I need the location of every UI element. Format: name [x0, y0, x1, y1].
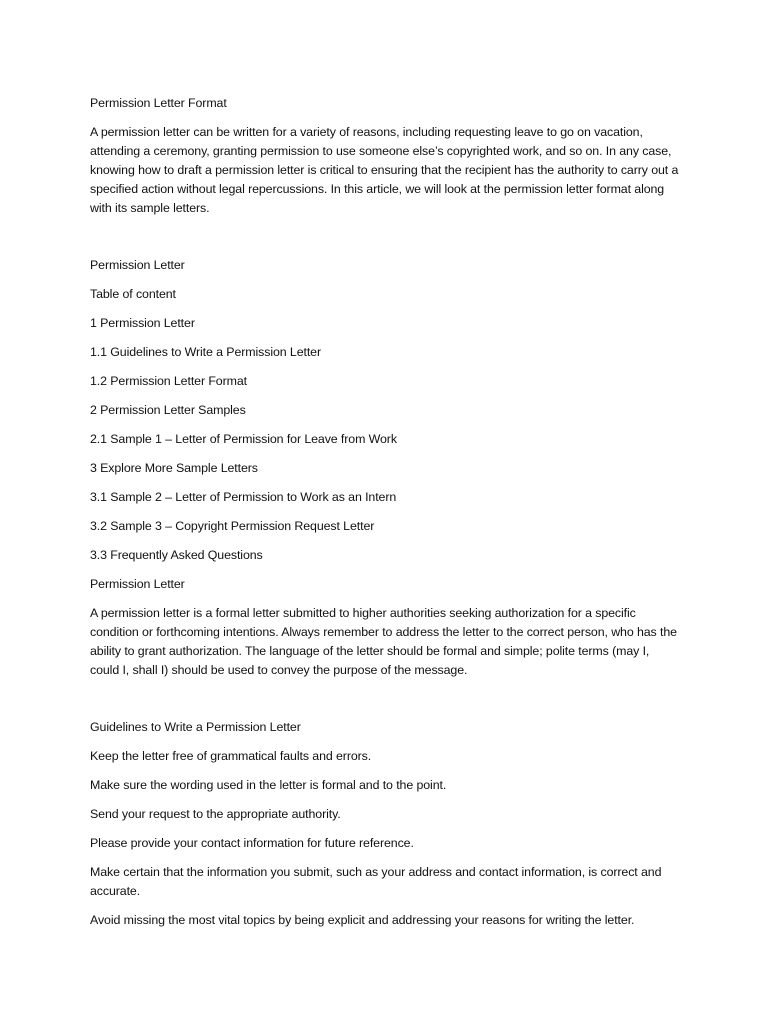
guideline-item: Send your request to the appropriate authority.: [90, 807, 341, 821]
toc-item: 3.3 Frequently Asked Questions: [90, 548, 263, 562]
document-content: [90, 94, 680, 940]
toc-item: 3.1 Sample 2 – Letter of Permission to Work as an Intern: [90, 490, 397, 504]
toc-item: 1.1 Guidelines to Write a Permission Letter: [90, 345, 322, 359]
document-title: Permission Letter Format: [90, 96, 227, 110]
guideline-item: Please provide your contact information for future reference.: [90, 836, 414, 850]
toc-item: 1.2 Permission Letter Format: [90, 374, 247, 388]
guideline-item: Keep the letter free of grammatical faults and errors.: [90, 749, 372, 763]
guideline-item: Avoid missing the most vital topics by being explicit and addressing your reasons for writing the letter.: [90, 913, 635, 927]
guideline-item: Make certain that the information you submit, such as your address and contact information, is correct and accurate.: [90, 865, 662, 898]
section-heading: Permission Letter: [90, 258, 185, 272]
section2-heading: Permission Letter: [90, 577, 185, 591]
section2-paragraph: A permission letter is a formal letter submitted to higher authorities seeking authorization for a specific condition or forthcoming intentions. Always remember to address the letter to the correct person, who has the ability to grant authorization. The language of the letter should be formal and simple; polite terms (may I, could I, shall I) should be used to convey the purpose of the message.: [90, 606, 677, 677]
toc-item: 3.2 Sample 3 – Copyright Permission Request Letter: [90, 519, 375, 533]
guidelines-heading: Guidelines to Write a Permission Letter: [90, 720, 301, 734]
toc-item: 2.1 Sample 1 – Letter of Permission for Leave from Work: [90, 432, 397, 446]
toc-item: 1 Permission Letter: [90, 316, 195, 330]
toc-item: 3 Explore More Sample Letters: [90, 461, 258, 475]
intro-paragraph: A permission letter can be written for a variety of reasons, including requesting leave to go on vacation, attending a ceremony, granting permission to use someone else’s copyrighted work, and so on. In any case, knowing how to draft a permission letter is critical to ensuring that the recipient has the authority to carry out a specified action without legal repercussions. In this article, we will look at the permission letter format along with its sample letters.: [90, 125, 679, 215]
toc-heading: Table of content: [90, 287, 176, 301]
toc-item: 2 Permission Letter Samples: [90, 403, 246, 417]
guideline-item: Make sure the wording used in the letter is formal and to the point.: [90, 778, 447, 792]
